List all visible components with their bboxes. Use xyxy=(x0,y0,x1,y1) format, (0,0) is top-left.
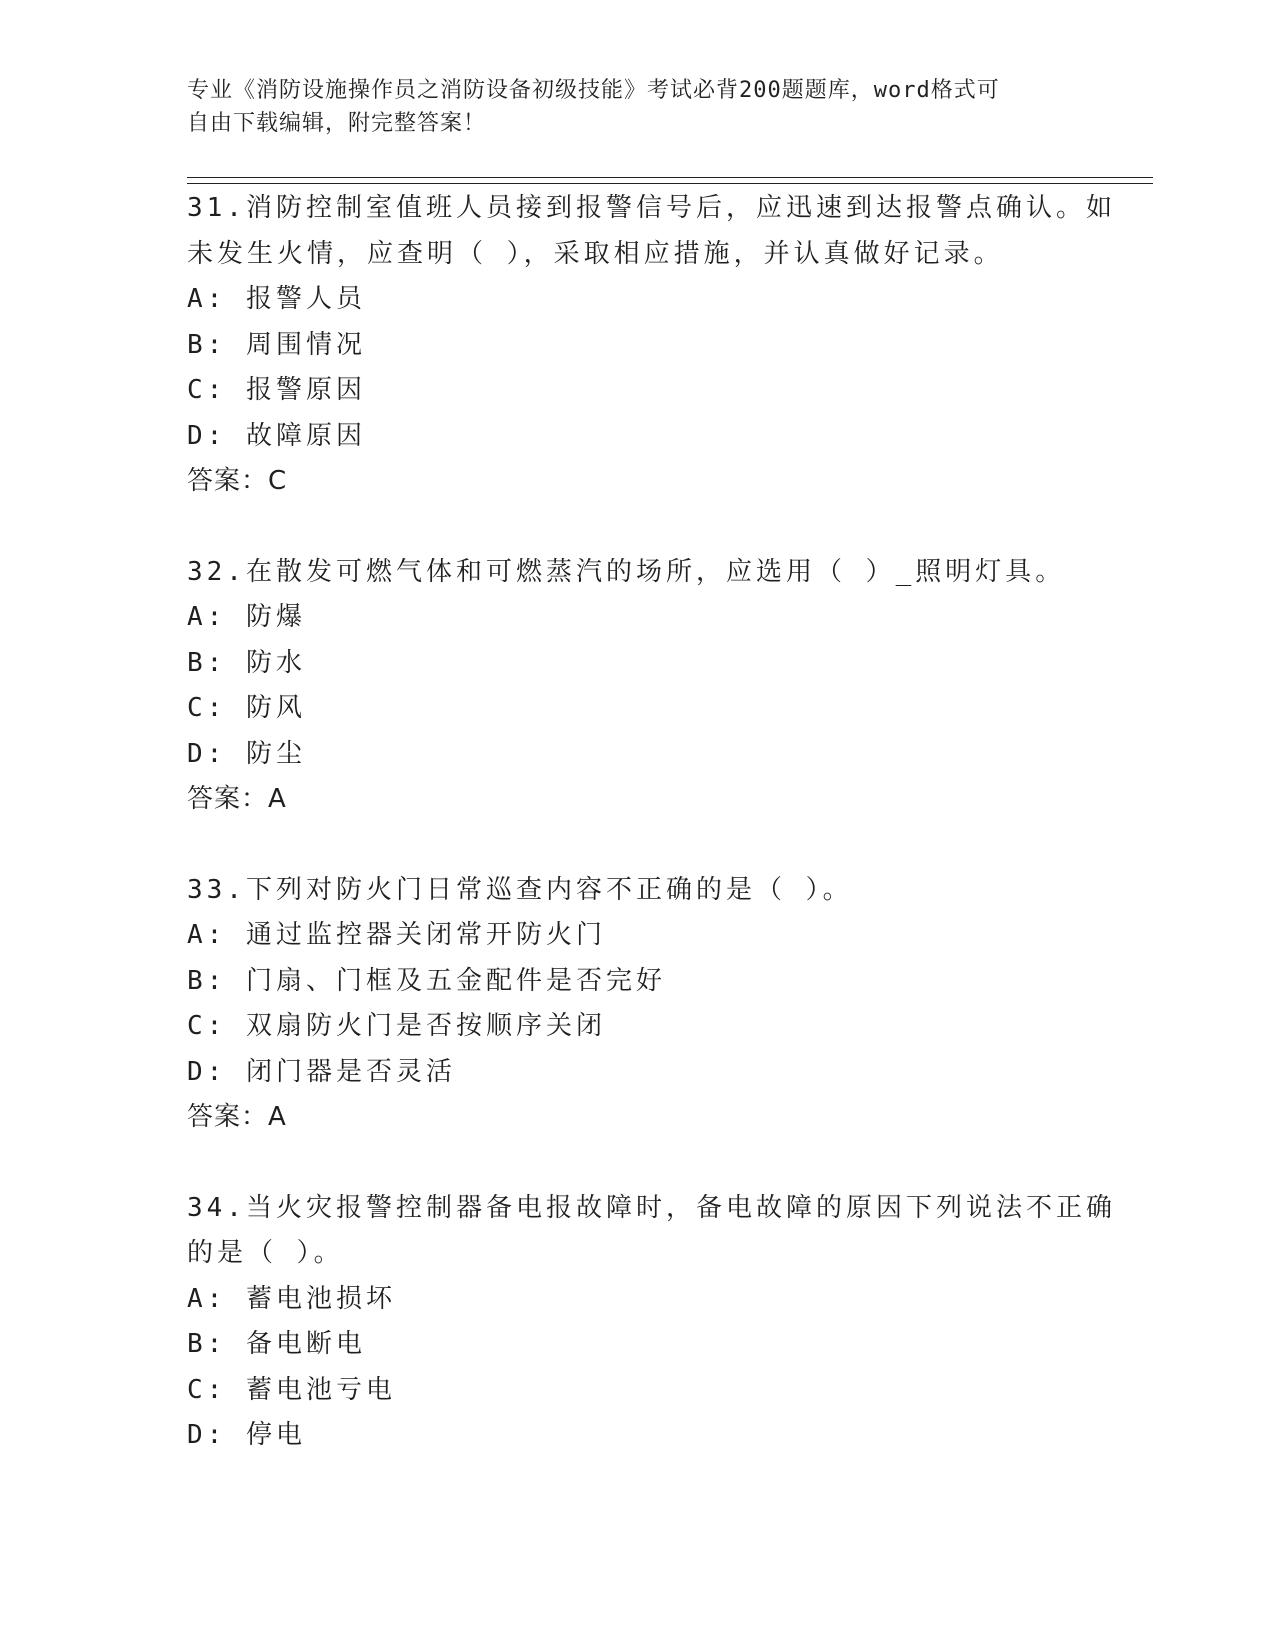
question-stem: 的是（ ）。 xyxy=(187,1238,344,1268)
question-stem: 33.下列对防火门日常巡查内容不正确的是（ ）。 xyxy=(187,874,853,905)
option-b: B: 备电断电 xyxy=(187,1329,366,1359)
option-c: C: 报警原因 xyxy=(187,375,366,405)
option-a: A: 报警人员 xyxy=(187,284,366,314)
question-32 xyxy=(187,550,1087,823)
answer: 答案：C xyxy=(187,466,288,496)
document-header xyxy=(187,74,1067,140)
header-divider xyxy=(187,177,1153,184)
option-c: C: 防风 xyxy=(187,693,306,723)
question-stem: 未发生火情，应查明（ ），采取相应措施，并认真做好记录。 xyxy=(187,238,1004,269)
question-33 xyxy=(187,868,1087,1141)
option-c: C: 双扇防火门是否按顺序关闭 xyxy=(187,1011,606,1041)
option-a: A: 通过监控器关闭常开防火门 xyxy=(187,920,606,950)
question-34 xyxy=(187,1186,1116,1459)
option-b: B: 周围情况 xyxy=(187,329,366,360)
question-stem: 32.在散发可燃气体和可燃蒸汽的场所，应选用（ ）_照明灯具。 xyxy=(187,556,1066,587)
option-c: C: 蓄电池亏电 xyxy=(187,1374,396,1405)
option-d: D: 防尘 xyxy=(187,738,306,769)
question-stem: 31.消防控制室值班人员接到报警信号后，应迅速到达报警点确认。如 xyxy=(187,193,1116,223)
option-b: B: 防水 xyxy=(187,647,306,678)
answer: 答案：A xyxy=(187,1102,287,1132)
question-31 xyxy=(187,186,1116,505)
option-d: D: 停电 xyxy=(187,1420,306,1450)
answer: 答案：A xyxy=(187,784,287,814)
option-d: D: 闭门器是否灵活 xyxy=(187,1056,456,1087)
option-b: B: 门扇、门框及五金配件是否完好 xyxy=(187,965,666,996)
option-a: A: 蓄电池损坏 xyxy=(187,1283,396,1314)
header-line-2: 自由下载编辑，附完整答案！ xyxy=(187,111,487,136)
question-list xyxy=(187,186,1116,1504)
header-line-1: 专业《消防设施操作员之消防设备初级技能》考试必背200题题库，word格式可 xyxy=(187,78,1000,103)
option-d: D: 故障原因 xyxy=(187,420,366,451)
option-a: A: 防爆 xyxy=(187,602,306,632)
question-stem: 34.当火灾报警控制器备电报故障时，备电故障的原因下列说法不正确 xyxy=(187,1192,1116,1223)
